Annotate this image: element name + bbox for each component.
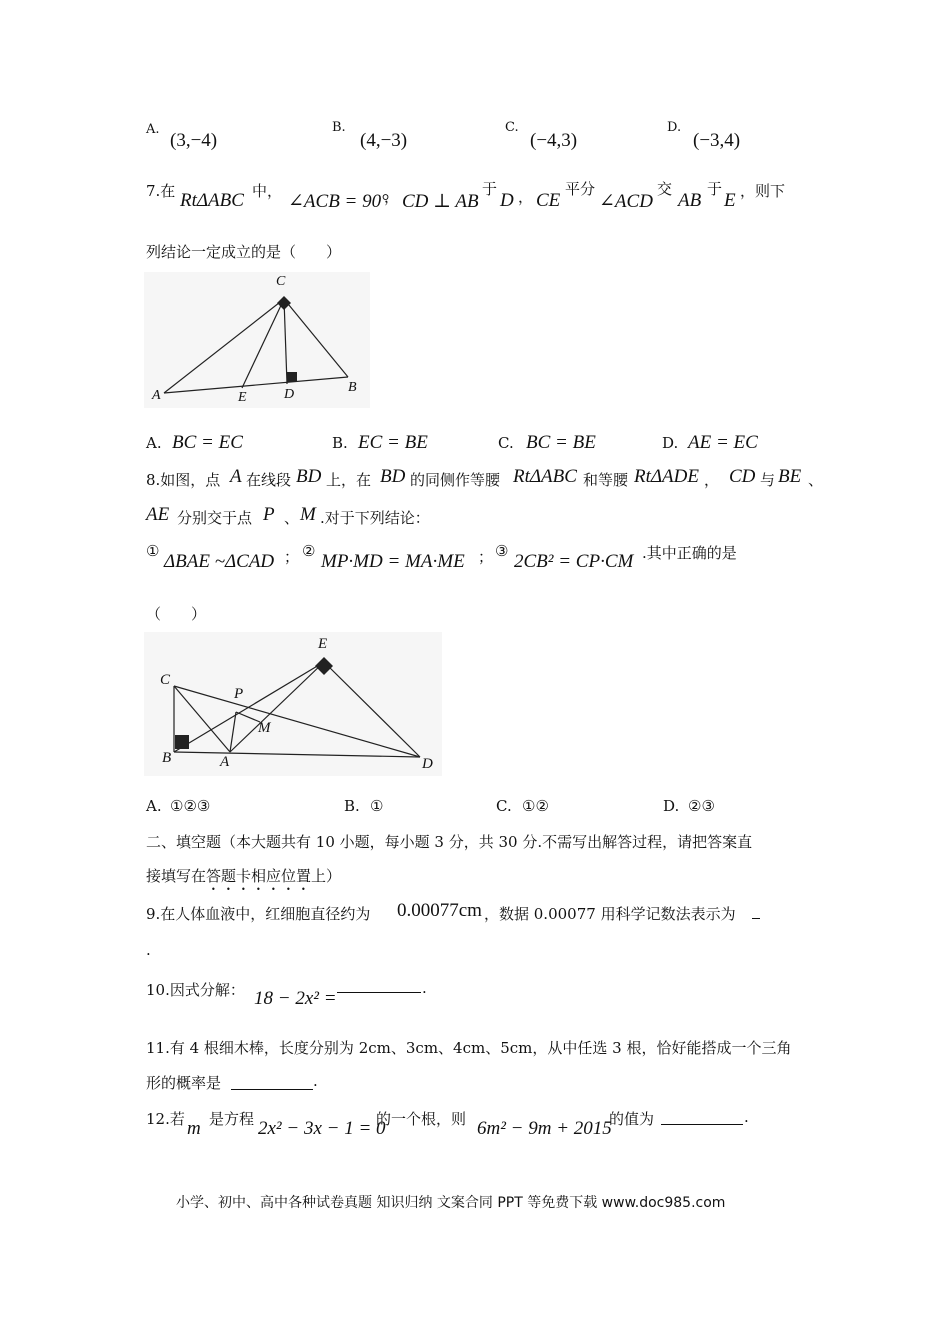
q8-text: ， <box>704 471 720 489</box>
q8-circle-1: ① <box>146 542 160 560</box>
right-angle-mark-b <box>175 735 189 749</box>
segment-ae <box>230 662 324 752</box>
q8-option-c: ①② <box>522 797 549 815</box>
q8-cd: CD <box>729 466 756 487</box>
q8-rt-ade: RtΔADE <box>634 466 699 487</box>
q8-text: 上，在 <box>326 471 372 489</box>
q9-text: 9.在人体血液中，红细胞直径约为 <box>146 905 371 923</box>
q7-option-b-label: B. <box>332 434 348 452</box>
q12-text: 的值为 <box>609 1110 655 1128</box>
q11-text-line2: 形的概率是 <box>146 1074 222 1092</box>
q7-text: ， <box>384 188 400 206</box>
q12-text: 12.若 <box>146 1110 185 1128</box>
q7-number: 7.在 <box>146 182 176 200</box>
q8-circle-3: ③ <box>495 542 509 560</box>
q7-text: 平分 <box>565 180 596 198</box>
q9-text: ，数据 0.00077 用科学记数法表示为 <box>484 905 736 923</box>
q11-end: . <box>313 1072 318 1090</box>
q10-expression: 18 − 2x² = <box>254 988 337 1009</box>
q8-text: ； <box>478 548 494 566</box>
q9-value: 0.00077cm <box>397 900 482 921</box>
q10-answer-blank[interactable] <box>337 974 421 993</box>
q8-point-a: A <box>230 466 242 487</box>
q7-text: 中， <box>252 182 283 200</box>
q8-label-b: B <box>162 750 172 766</box>
q7-option-c: BC = BE <box>526 432 596 453</box>
q8-text: 在线段 <box>246 471 292 489</box>
q8-text: 8.如图，点 <box>146 471 221 489</box>
q12-text: 的一个根，则 <box>376 1110 467 1128</box>
section-2-emphasis: 答题卡相应位置 <box>206 867 312 885</box>
q6-option-d-value: (−3,4) <box>693 130 741 151</box>
q7-ab: AB <box>678 190 702 211</box>
q12-m: m <box>187 1118 201 1139</box>
segment-cb <box>284 299 348 377</box>
q7-label-d: D <box>284 387 295 402</box>
q9-answer-blank[interactable] <box>752 900 760 919</box>
right-angle-mark-d <box>287 372 297 382</box>
q10-text: 10.因式分解： <box>146 981 245 999</box>
q8-text: 分别交于点 <box>177 509 253 527</box>
q7-option-a-label: A. <box>146 434 162 452</box>
q8-option-d: ②③ <box>688 797 715 815</box>
q8-text: ； <box>284 548 300 566</box>
q12-answer-blank[interactable] <box>661 1106 743 1125</box>
q6-option-a-label: A. <box>146 122 160 137</box>
segment-ce <box>242 299 284 388</box>
q8-ae: AE <box>146 504 170 525</box>
q7-ce: CE <box>536 190 561 211</box>
q10-end: . <box>422 979 427 997</box>
q6-option-b-label: B. <box>332 120 346 135</box>
q7-text: 于 <box>482 180 498 198</box>
q8-label-d: D <box>422 756 433 772</box>
section-2-text: 上） <box>311 867 342 885</box>
q7-figure <box>144 272 370 408</box>
q7-perpendicular: CD ⊥ AB <box>402 191 479 212</box>
q8-text: 、 <box>284 509 300 527</box>
section-2-text: 接填写在 <box>146 867 207 885</box>
q7-text: ， <box>518 188 534 206</box>
q8-option-a-label: A. <box>146 797 162 815</box>
segment-bd <box>174 752 420 757</box>
right-angle-mark-e <box>315 657 333 675</box>
q7-option-c-label: C. <box>498 434 514 452</box>
q8-option-b: ① <box>370 797 384 815</box>
page-footer: 小学、初中、高中各种试卷真题 知识归纳 文案合同 PPT 等免费下载 www.doc985.com <box>176 1195 726 1211</box>
q7-option-b: EC = BE <box>358 432 428 453</box>
section-2-heading-line2 <box>146 865 341 894</box>
q8-text: 、 <box>808 471 824 489</box>
q12-end: . <box>744 1108 749 1126</box>
q8-point-m: M <box>300 504 316 525</box>
q8-text: .其中正确的是 <box>642 544 737 562</box>
q7-angle: ∠ACB = 90° <box>288 191 389 212</box>
q8-bd: BD <box>296 466 322 487</box>
q7-label-a: A <box>152 388 161 403</box>
q8-figure-drawing <box>144 632 442 776</box>
q7-text: ，则下 <box>740 182 786 200</box>
q6-option-d-label: D. <box>667 120 682 135</box>
segment-cd <box>284 299 287 384</box>
segment-ac <box>164 299 284 393</box>
q8-text: 和等腰 <box>583 471 629 489</box>
q8-point-p: P <box>263 504 275 525</box>
q7-triangle: RtΔABC <box>180 190 244 211</box>
q7-option-d-label: D. <box>662 434 679 452</box>
q12-text: 是方程 <box>209 1110 255 1128</box>
q8-text: 的同侧作等腰 <box>410 471 501 489</box>
q8-statement-1: ΔBAE ~ΔCAD <box>164 551 275 572</box>
q8-rt-abc: RtΔABC <box>513 466 577 487</box>
q8-option-d-label: D. <box>663 797 680 815</box>
q8-bd: BD <box>380 466 406 487</box>
q8-label-p: P <box>234 686 244 702</box>
q7-option-a: BC = EC <box>172 432 243 453</box>
q9-end: . <box>146 941 151 959</box>
q7-option-d: AE = EC <box>688 432 758 453</box>
q6-option-b-value: (4,−3) <box>360 130 408 151</box>
q7-point-d: D <box>500 190 514 211</box>
q7-text-line2: 列结论一定成立的是（ ） <box>146 243 342 261</box>
q8-option-b-label: B. <box>344 797 360 815</box>
q7-label-e: E <box>238 390 247 405</box>
q11-answer-blank[interactable] <box>231 1071 313 1090</box>
q8-figure <box>144 632 442 776</box>
q8-statement-2: MP·MD = MA·ME <box>321 551 465 572</box>
q8-circle-2: ② <box>302 542 316 560</box>
q8-label-e: E <box>318 636 328 652</box>
q8-option-a: ①②③ <box>170 797 211 815</box>
q7-label-c: C <box>276 274 286 289</box>
q7-angle-acd: ∠ACD <box>599 191 653 212</box>
q8-option-c-label: C. <box>496 797 512 815</box>
segment-ab <box>164 377 348 393</box>
q8-statement-3: 2CB² = CP·CM <box>514 551 634 572</box>
q8-label-c: C <box>160 672 171 688</box>
q12-expression: 6m² − 9m + 2015 <box>477 1118 612 1139</box>
right-angle-mark-c <box>277 296 291 310</box>
q8-label-m: M <box>258 720 271 736</box>
q12-equation: 2x² − 3x − 1 = 0 <box>258 1118 386 1139</box>
q7-text: 于 <box>707 180 723 198</box>
q8-paren: （ ） <box>146 605 207 623</box>
segment-be <box>174 662 324 752</box>
q8-text: 与 <box>760 471 776 489</box>
section-2-heading: 二、填空题（本大题共有 10 小题，每小题 3 分，共 30 分.不需写出解答过程，请把答案直 <box>146 833 753 851</box>
q6-option-c-label: C. <box>505 120 519 135</box>
q8-label-a: A <box>220 754 230 770</box>
segment-pm <box>236 712 260 722</box>
segment-cd <box>174 686 420 757</box>
q7-label-b: B <box>348 380 357 395</box>
q8-text: .对于下列结论： <box>320 509 430 527</box>
q6-option-c-value: (−4,3) <box>530 130 578 151</box>
q7-point-e: E <box>724 190 736 211</box>
q11-text: 11.有 4 根细木棒，长度分别为 2cm、3cm、4cm、5cm，从中任选 3 根，恰好能搭成一个三角 <box>146 1039 792 1057</box>
q7-text: 交 <box>657 180 673 198</box>
q6-option-a-value: (3,−4) <box>170 130 218 151</box>
q8-be: BE <box>778 466 802 487</box>
q7-figure-drawing <box>144 272 370 408</box>
